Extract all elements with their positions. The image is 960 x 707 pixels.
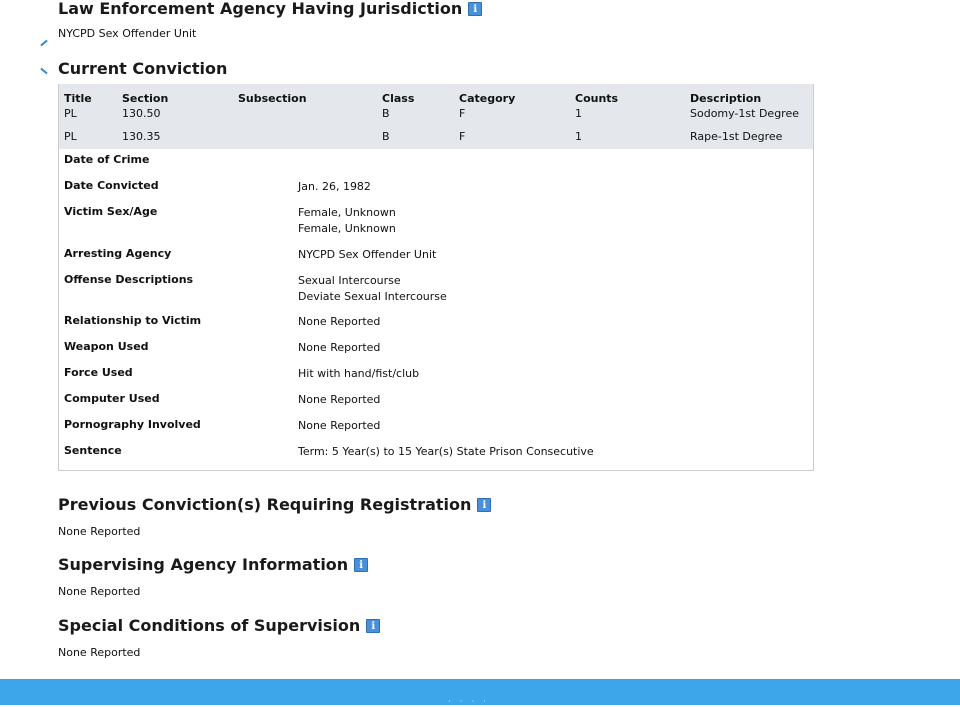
cell-category: F: [459, 107, 466, 120]
section-title-supervising-agency: [58, 556, 368, 574]
section-title-text: Special Conditions of Supervision: [58, 616, 361, 635]
cell-title: PL: [64, 130, 77, 143]
detail-label: Weapon Used: [64, 340, 149, 353]
detail-value: None Reported: [298, 419, 381, 432]
detail-label: Relationship to Victim: [64, 314, 202, 327]
detail-row-relationship-to-victim: [64, 314, 813, 340]
conviction-panel: [58, 84, 814, 471]
column-header-class: Class: [382, 92, 415, 105]
column-header-title: Title: [64, 92, 92, 105]
detail-row-weapon-used: [64, 340, 813, 366]
bottom-overlay-bar: [0, 679, 960, 705]
detail-row-computer-used: [64, 392, 813, 418]
column-header-counts: Counts: [575, 92, 619, 105]
detail-value-line: Female, Unknown: [298, 221, 396, 235]
section-title-text: Law Enforcement Agency Having Jurisdiction: [58, 0, 463, 18]
column-header-section: Section: [122, 92, 169, 105]
cell-section: 130.50: [122, 107, 161, 120]
section-title-previous-convictions: [58, 496, 491, 514]
section-title-special-conditions: [58, 617, 380, 635]
special-conditions-value: None Reported: [58, 646, 141, 659]
cell-class: B: [382, 107, 390, 120]
cell-description: Sodomy-1st Degree: [690, 107, 800, 120]
special-conditions-section: [58, 617, 380, 659]
detail-value-line: Sexual Intercourse: [298, 274, 401, 287]
detail-label: Pornography Involved: [64, 418, 201, 431]
detail-value: None Reported: [298, 341, 381, 354]
column-header-description: Description: [690, 92, 762, 105]
detail-value-line: Female, Unknown: [298, 206, 396, 219]
detail-row-victim-sex-age: [64, 205, 813, 247]
cell-title: PL: [64, 107, 77, 120]
section-title-jurisdiction: [58, 0, 482, 18]
cell-category: F: [459, 130, 466, 143]
cell-description: Rape-1st Degree: [690, 130, 783, 143]
previous-convictions-value: None Reported: [58, 525, 141, 538]
detail-label: Victim Sex/Age: [64, 205, 158, 218]
section-title-text: Previous Conviction(s) Requiring Registration: [58, 495, 472, 514]
detail-value: [298, 205, 813, 247]
detail-value: None Reported: [298, 315, 381, 328]
cell-counts: 1: [575, 130, 582, 143]
section-title-current-conviction: [58, 60, 814, 78]
detail-row-sentence: [64, 444, 813, 464]
detail-value: [298, 153, 813, 179]
detail-row-arresting-agency: [64, 247, 813, 273]
conviction-details: [59, 149, 813, 470]
info-icon[interactable]: i: [354, 558, 368, 572]
detail-row-pornography-involved: [64, 418, 813, 444]
jurisdiction-value: NYCPD Sex Offender Unit: [58, 27, 197, 40]
cell-section: 130.35: [122, 130, 161, 143]
info-icon[interactable]: i: [477, 498, 491, 512]
previous-convictions-section: [58, 496, 491, 538]
detail-label: Date Convicted: [64, 179, 159, 192]
detail-value-line: Deviate Sexual Intercourse: [298, 289, 447, 303]
table-row: [59, 130, 813, 149]
edge-decoration: [40, 68, 47, 75]
jurisdiction-section: [58, 0, 482, 40]
conviction-table: [59, 84, 813, 149]
detail-value: Term: 5 Year(s) to 15 Year(s) State Prison Consecutive: [298, 445, 594, 458]
detail-value: NYCPD Sex Offender Unit: [298, 248, 437, 261]
detail-label: Computer Used: [64, 392, 160, 405]
detail-row-date-of-crime: [64, 153, 813, 179]
edge-decoration: [40, 40, 47, 47]
cell-counts: 1: [575, 107, 582, 120]
column-header-subsection: Subsection: [238, 92, 307, 105]
table-header-row: [59, 84, 813, 105]
detail-label: Sentence: [64, 444, 122, 457]
info-icon[interactable]: i: [468, 2, 482, 16]
info-icon[interactable]: i: [366, 619, 380, 633]
detail-label: Force Used: [64, 366, 133, 379]
supervising-agency-section: [58, 556, 368, 598]
cell-subsection: [233, 105, 377, 130]
detail-label: Arresting Agency: [64, 247, 172, 260]
cell-class: B: [382, 130, 390, 143]
bottom-bar-indicator: · · · ·: [448, 697, 490, 707]
cell-subsection: [233, 130, 377, 149]
detail-value: None Reported: [298, 393, 381, 406]
supervising-agency-value: None Reported: [58, 585, 141, 598]
section-title-text: Current Conviction: [58, 59, 228, 78]
detail-row-offense-descriptions: [64, 273, 813, 314]
detail-value: Hit with hand/fist/club: [298, 367, 420, 380]
detail-value: Jan. 26, 1982: [298, 180, 371, 193]
current-conviction-section: [58, 60, 814, 471]
detail-row-date-convicted: [64, 179, 813, 205]
table-row: [59, 105, 813, 130]
detail-label: Date of Crime: [64, 153, 150, 166]
column-header-category: Category: [459, 92, 516, 105]
section-title-text: Supervising Agency Information: [58, 555, 349, 574]
detail-value: [298, 273, 813, 314]
detail-label: Offense Descriptions: [64, 273, 194, 286]
detail-row-force-used: [64, 366, 813, 392]
